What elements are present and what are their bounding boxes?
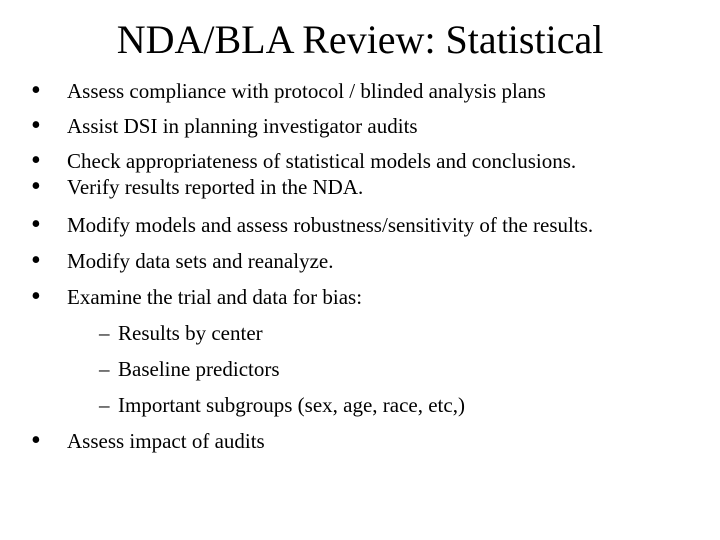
bullet-icon: • <box>31 145 41 176</box>
list-item <box>0 282 720 312</box>
sub-list-item <box>0 390 720 420</box>
list-item-text: Assess impact of audits <box>67 429 265 453</box>
list-item <box>0 426 720 456</box>
slide-title: NDA/BLA Review: Statistical <box>116 17 604 62</box>
list-item-text: Assist DSI in planning investigator audits <box>67 114 418 138</box>
list-item <box>0 111 720 141</box>
dash-icon: – <box>99 393 110 417</box>
list-item <box>0 210 720 240</box>
bullet-icon: • <box>31 245 41 276</box>
list-item <box>0 172 720 202</box>
sub-list-item-text: Baseline predictors <box>118 357 280 381</box>
list-item-text: Modify models and assess robustness/sensitivity of the results. <box>67 213 594 237</box>
sub-list-item <box>0 318 720 348</box>
sub-list-item-text: Important subgroups (sex, age, race, etc,) <box>118 393 465 417</box>
list-item-text: Examine the trial and data for bias: <box>67 285 363 309</box>
sub-list-item <box>0 354 720 384</box>
list-item-text: Verify results reported in the NDA. <box>67 175 364 199</box>
bullet-icon: • <box>31 209 41 240</box>
bullet-icon: • <box>31 110 41 141</box>
list-item-text: Assess compliance with protocol / blinded analysis plans <box>67 79 546 103</box>
bullet-icon: • <box>31 425 41 456</box>
list-item-text: Modify data sets and reanalyze. <box>67 249 334 273</box>
bullet-icon: • <box>31 75 41 106</box>
sub-list-item-text: Results by center <box>118 321 263 345</box>
dash-icon: – <box>99 357 110 381</box>
list-item <box>0 246 720 276</box>
bullet-icon: • <box>31 171 41 202</box>
list-item <box>0 76 720 106</box>
list-item-text: Check appropriateness of statistical models and conclusions. <box>67 149 577 173</box>
dash-icon: – <box>99 321 110 345</box>
bullet-icon: • <box>31 281 41 312</box>
